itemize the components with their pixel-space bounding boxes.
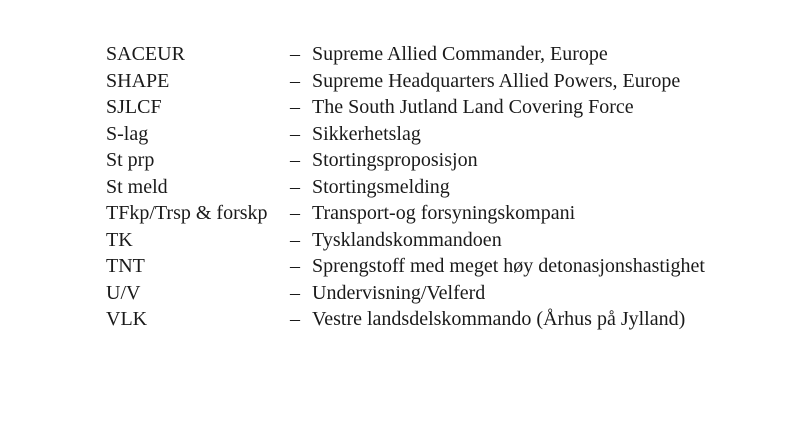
abbreviation-row	[106, 121, 766, 148]
abbreviation-term: TFkp/Trsp & forskp	[106, 202, 268, 224]
abbreviation-term: TNT	[106, 255, 145, 277]
abbreviation-definition: Tysklandskommandoen	[312, 228, 502, 251]
abbreviation-dash: –	[290, 43, 300, 65]
abbreviation-term: St prp	[106, 149, 155, 171]
abbreviation-term: U/V	[106, 281, 141, 304]
abbreviation-term: S-lag	[106, 122, 149, 145]
abbreviation-row	[106, 253, 766, 280]
abbreviation-term: TK	[106, 228, 133, 251]
abbreviation-list	[106, 41, 766, 333]
abbreviation-row	[106, 147, 766, 174]
abbreviation-dash: –	[290, 281, 300, 304]
abbreviation-row	[106, 174, 766, 201]
abbreviation-row	[106, 68, 766, 95]
abbreviation-definition: The South Jutland Land Covering Force	[312, 96, 634, 118]
abbreviation-term: SJLCF	[106, 96, 162, 118]
abbreviation-dash: –	[290, 122, 300, 145]
abbreviation-definition: Transport-og forsyningskompani	[312, 202, 576, 224]
abbreviation-definition: Undervisning/Velferd	[312, 281, 486, 304]
abbreviation-row	[106, 200, 766, 227]
abbreviation-dash: –	[290, 202, 300, 224]
abbreviation-definition: Stortingsmelding	[312, 175, 450, 198]
abbreviation-definition: Supreme Allied Commander, Europe	[312, 43, 608, 65]
abbreviation-term: SHAPE	[106, 69, 170, 92]
abbreviation-term: SACEUR	[106, 43, 185, 65]
abbreviation-definition: Vestre landsdelskommando (Århus på Jylland)	[312, 308, 686, 330]
abbreviation-definition: Supreme Headquarters Allied Powers, Europe	[312, 69, 681, 92]
abbreviation-dash: –	[290, 69, 300, 92]
abbreviation-dash: –	[290, 149, 300, 171]
abbreviation-row	[106, 306, 766, 333]
abbreviation-dash: –	[290, 175, 300, 198]
abbreviation-term: VLK	[106, 308, 148, 330]
abbreviation-dash: –	[290, 255, 300, 277]
abbreviation-row	[106, 94, 766, 121]
abbreviation-definition: Stortingsproposisjon	[312, 149, 478, 171]
abbreviation-dash: –	[290, 228, 300, 251]
abbreviation-row	[106, 41, 766, 68]
abbreviation-definition: Sprengstoff med meget høy detonasjonshastighet	[312, 255, 705, 277]
abbreviation-row	[106, 227, 766, 254]
abbreviation-term: St meld	[106, 175, 168, 198]
abbreviation-row	[106, 280, 766, 307]
abbreviation-dash: –	[290, 308, 300, 330]
abbreviation-dash: –	[290, 96, 300, 118]
abbreviation-definition: Sikkerhetslag	[312, 122, 421, 145]
